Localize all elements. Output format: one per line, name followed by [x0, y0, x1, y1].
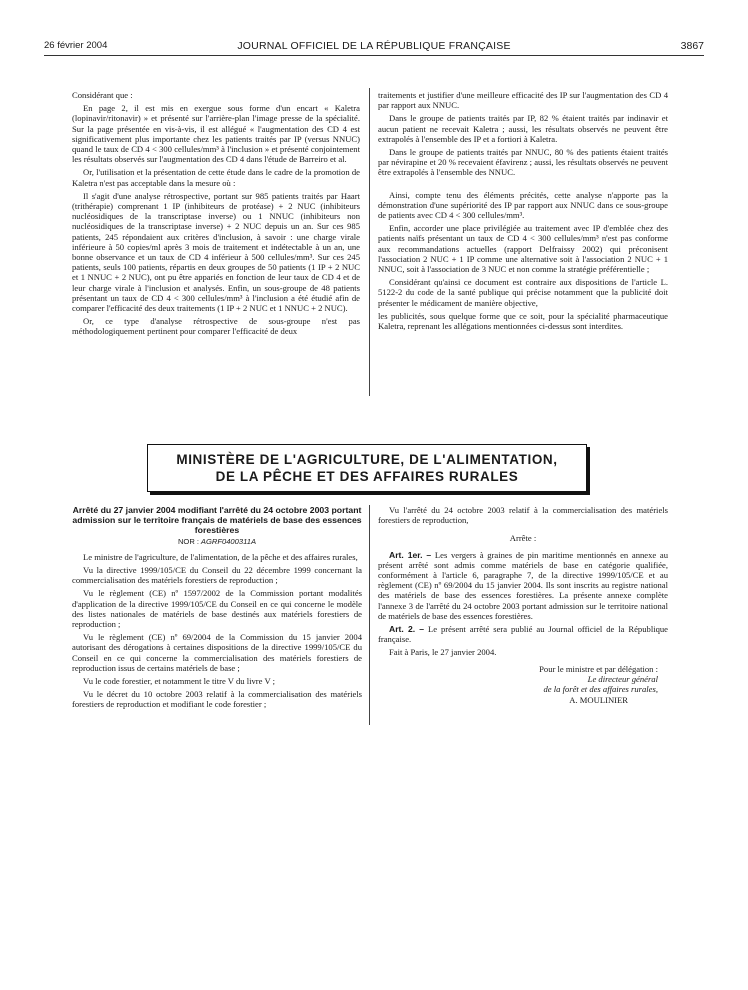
paragraph: Vu le décret du 10 octobre 2003 relatif à la commercialisation des matériels forestiers de reproduction et modifiant le code forestier ;	[72, 689, 362, 710]
journal-title: JOURNAL OFFICIEL DE LA RÉPUBLIQUE FRANÇAISE	[237, 40, 511, 52]
page-number: 3867	[680, 40, 704, 52]
paragraph: traitements et justifier d'une meilleure efficacité des IP sur l'augmentation des CD 4 par rapport aux NNUC.	[378, 90, 668, 111]
paragraph: Ainsi, compte tenu des éléments précités, cette analyse n'apporte pas la démonstration d'une supériorité des IP par rapport aux NNUC dans ce sous-groupe de patients avec CD 4 < 300 cellules/mm³.	[378, 189, 668, 221]
column-divider	[369, 88, 370, 396]
column-divider	[369, 505, 370, 725]
nor-label: NOR :	[177, 536, 200, 546]
page-header	[44, 40, 704, 54]
nor-reference	[72, 537, 362, 547]
arrete-left-column	[72, 505, 362, 713]
signature-line: de la forêt et des affaires rurales,	[543, 684, 658, 695]
paragraph: les publicités, sous quelque forme que ce soit, pour la spécialité pharmaceutique Kaletra, reprenant les allégations mentionnées ci-dessus sont interdites.	[378, 310, 668, 332]
nor-value: AGRF0400311A	[200, 536, 257, 546]
paragraph: Considérant qu'ainsi ce document est contraire aux dispositions de l'article L. 5122-2 du code de la santé publique qui précise notamment que la publicité doit présenter le médicament de manière objective,	[378, 277, 668, 308]
paragraph: Dans le groupe de patients traités par NNUC, 80 % des patients étaient traités par névirapine et 20 % recevaient éfavirenz ; aussi, les résultats observés ne peuvent être extrapolés à l'ensemble des NNUC.	[378, 147, 668, 178]
article-1-text: Les vergers à graines de pin maritime mentionnés en annexe au présent arrêté sont admis comme matériels de base en catégorie qualifiée, conformément à l'article 6, paragraphe 7, de la directive 1999/105/CE et au règlement (CE) nº 69/2004 du 15 janvier 2004. Ils sont inscrits au registre national des matériels de base des essences forestières. La présente annexe complète l'annexe 3 de l'arrêté du 24 octobre 2003 portant admission sur le territoire national de matériels de base des essences forestières.	[378, 549, 669, 621]
paragraph: Le ministre de l'agriculture, de l'alimentation, de la pêche et des affaires rurales,	[83, 551, 358, 562]
article-1-label: Art. 1er. –	[389, 549, 432, 560]
header-rule	[44, 55, 704, 56]
ministry-line: MINISTÈRE DE L'AGRICULTURE, DE L'ALIMENTATION,	[176, 452, 558, 467]
signatory-name: A. MOULINIER	[569, 694, 628, 705]
paragraph: Or, l'utilisation et la présentation de cette étude dans le cadre de la promotion de Kaletra n'est pas acceptable dans la mesure où :	[72, 167, 360, 188]
article-2	[378, 624, 668, 644]
paragraph: En page 2, il est mis en exergue sous forme d'un encart « Kaletra (lopinavir/ritonavir) » et présenté sur l'arrière-plan l'image presse de la spécialité. Sur la page présentée en vis-à-vis, il est allégué « l'augmentation des CD 4 est significativement plus importante chez les patients traités par IP (versus NNUC) quand le taux de CD 4 < 300 cellules/mm³ à l'inclusion » et présenté conjointement les résultats observés sur l'augmentation des CD 4 dans l'étude de Barreiro et al.	[72, 103, 360, 165]
paragraph: Vu le code forestier, et notamment le titre V du livre V ;	[83, 676, 276, 687]
ministry-banner	[147, 444, 587, 492]
arrete-title: Arrêté du 27 janvier 2004 modifiant l'arrêté du 24 octobre 2003 portant admission sur le territoire français de matériels de base des essences forestières	[72, 505, 362, 536]
paragraph: Dans le groupe de patients traités par IP, 82 % étaient traités par indinavir et aucun patient ne recevait Kaletra ; aussi, les résultats observés ne peuvent être extrapolés à l'ensemble des IP et a fortiori à Kaletra.	[378, 113, 668, 144]
article-2-text: Le présent arrêté sera publié au Journal officiel de la République française.	[378, 624, 669, 645]
paragraph: Vu le règlement (CE) nº 69/2004 de la Commission du 15 janvier 2004 autorisant des dérogations à certaines dispositions de la directive 1999/105/CE du Conseil en ce qui concerne la commercialisation des matériels forestiers de reproduction issus de certains matériels de base ;	[72, 632, 362, 673]
paragraph: Enfin, accorder une place privilégiée au traitement avec IP d'emblée chez des patients naïfs présentant un taux de CD 4 < 300 cellules/mm³ n'est pas conforme aux recommandations actuelles (rapport Delfraissy 2002) qui préconisent l'association 2 NUC + 1 IP comme une alternative soit à l'association 2 NUC + 1 NNUC, soit à l'association de 3 NUC et non comme la stratégie préférentielle ;	[378, 223, 668, 275]
ministry-line: DE LA PÊCHE ET DES AFFAIRES RURALES	[215, 469, 519, 484]
paragraph: Vu l'arrêté du 24 octobre 2003 relatif à la commercialisation des matériels forestiers de reproduction,	[378, 505, 668, 526]
paragraph: Or, ce type d'analyse rétrospective de sous-groupe n'est pas méthodologiquement pertinent pour comparer l'efficacité de deux	[72, 316, 360, 337]
paragraph: Il s'agit d'une analyse rétrospective, portant sur 985 patients traités par Haart (trithérapie) comprenant 1 IP (inhibiteurs de protéase) + 2 NUC (inhibiteurs nucléosidiques de la transcriptase inverse) ou 1 NNUC (inhibiteurs non nucléosidiques de la transcriptase inverse) + 2 NUC depuis un an. Sur ces 985 patients, 245 répondaient aux critères d'inclusion, à savoir : une charge virale inférieure à 50 copies/ml après 3 mois de traitement et indétectable à un an, une bonne observance et un taux de CD 4 inférieur à 500 cellules/mm³. Sur ces 245 patients, seuls 100 patients, répartis en deux groupes de 50 patients (1 IP + 2 NUC et 1 NNUC + 2 NUC), ont pu être appariés en fonction de leur taux de CD 4 et de leur charge virale à l'inclusion et analysés. Enfin, un sous-groupe de 48 patients présentant un taux de CD 4 < 300 cellules/mm³ à l'inclusion a été étudié afin de comparer l'efficacité des deux traitements (1 IP + 2 NUC et 1 NNUC + 2 NUC).	[72, 190, 360, 314]
top-left-column	[72, 90, 360, 340]
signature-line: Pour le ministre et par délégation :	[539, 663, 658, 674]
arrete-label: Arrête :	[509, 533, 537, 544]
article-1	[378, 550, 668, 621]
fait-a-paris: Fait à Paris, le 27 janvier 2004.	[389, 647, 497, 658]
paragraph: Considérant que :	[72, 90, 133, 100]
article-2-label: Art. 2. –	[389, 624, 425, 635]
issue-date: 26 février 2004	[44, 40, 108, 51]
signature-line: Le directeur général	[587, 674, 658, 685]
top-right-column	[378, 90, 668, 334]
paragraph: Vu le règlement (CE) nº 1597/2002 de la Commission portant modalités d'application de la directive 1999/105/CE du Conseil en ce qui concerne le modèle des listes nationales de matériels de base destinés aux matériels forestiers de reproduction ;	[72, 588, 362, 630]
paragraph: Vu la directive 1999/105/CE du Conseil du 22 décembre 1999 concernant la commercialisation des matériels forestiers de reproduction ;	[72, 565, 362, 586]
arrete-right-column	[378, 505, 668, 705]
